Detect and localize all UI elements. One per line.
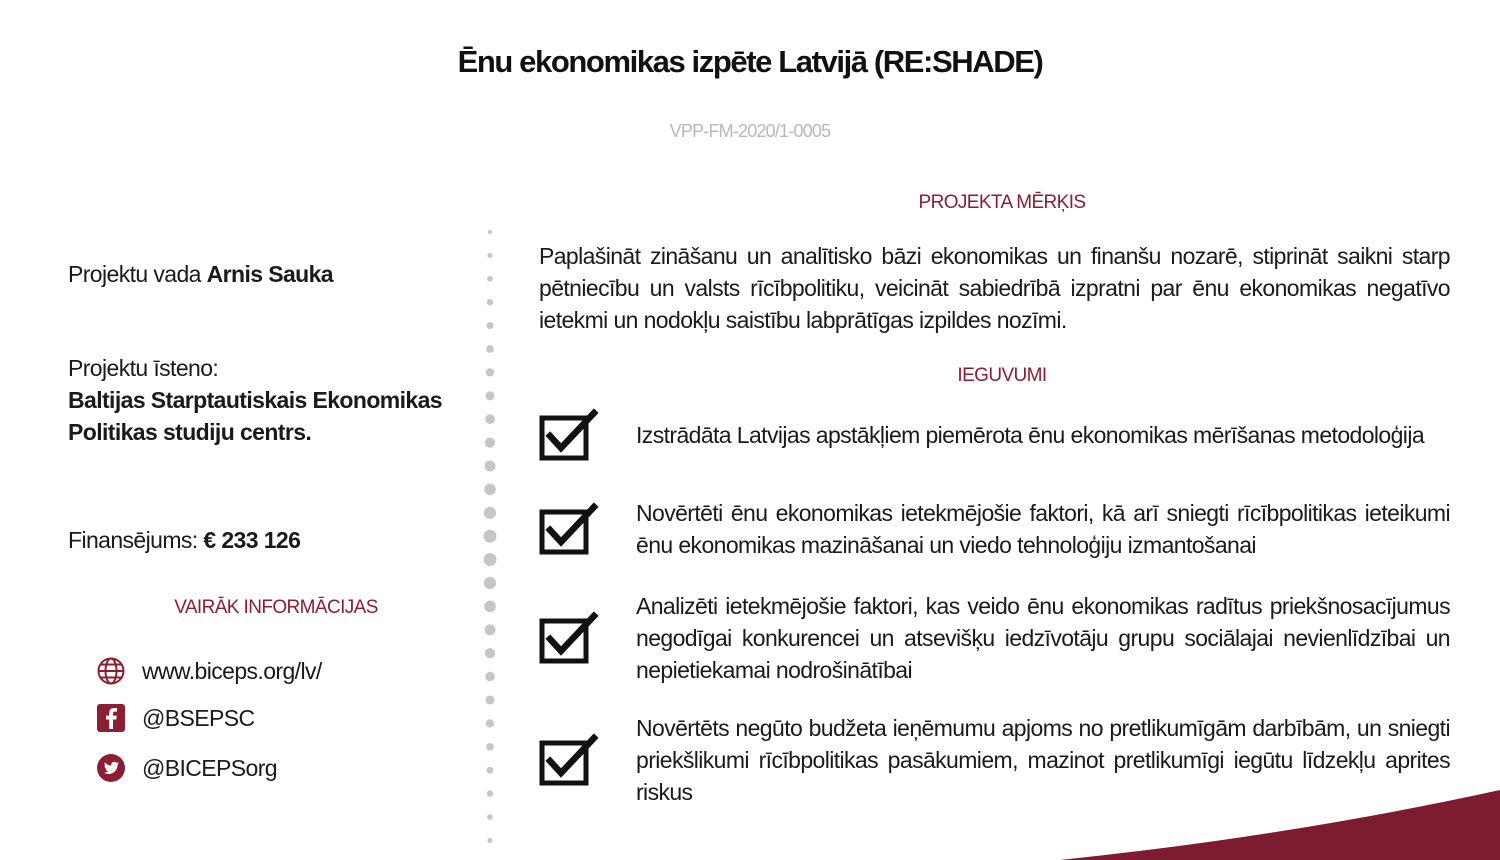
divider-dot	[485, 414, 495, 424]
goal-heading: PROJEKTA MĒRĶIS	[918, 192, 1086, 213]
project-lead	[68, 258, 333, 290]
facebook-handle[interactable]: @BSEPSC	[142, 704, 255, 731]
divider-dot	[484, 530, 497, 543]
facebook-icon	[96, 703, 126, 733]
benefit-item	[539, 497, 1450, 561]
divider-dot	[485, 672, 495, 682]
divider-dot	[487, 299, 493, 305]
checkbox-checked-icon	[539, 611, 599, 665]
divider-dot	[486, 719, 494, 727]
project-funding	[68, 524, 300, 556]
divider-dot	[485, 624, 496, 635]
goal-text: Paplašināt zināšanu un analītisko bāzi ekonomikas un finanšu nozarē, stiprināt saikni starp pētniecību un valsts rīcībpolitiku, veicināt sabiedrībā izpratni par ēnu ekonomikas negatīvo ietekmi un nodokļu saistību labprātīgas izpildes nozīmi.	[539, 243, 1450, 333]
dotted-divider	[483, 222, 497, 858]
funding-value: € 233 126	[203, 527, 301, 553]
twitter-icon	[96, 753, 126, 783]
implementer-name-line2: Politikas studiju centrs.	[68, 419, 312, 445]
project-lead-name: Arnis Sauka	[206, 261, 333, 287]
divider-dot	[486, 391, 495, 400]
divider-dot	[486, 696, 495, 705]
corner-decoration	[1060, 790, 1500, 860]
website-link[interactable]: www.biceps.org/lv/	[142, 657, 322, 684]
checkbox-checked-icon	[539, 502, 599, 556]
twitter-handle[interactable]: @BICEPSorg	[142, 754, 277, 781]
divider-dot	[486, 368, 494, 376]
divider-dot	[484, 553, 497, 566]
divider-dot	[488, 230, 492, 234]
benefits-heading: IEGUVUMI	[957, 365, 1047, 386]
project-implementer	[68, 352, 442, 448]
contact-facebook[interactable]	[96, 702, 254, 734]
divider-dot	[487, 838, 492, 843]
divider-dot	[486, 345, 494, 353]
divider-dot	[487, 767, 494, 774]
divider-dot	[484, 484, 496, 496]
divider-dot	[487, 814, 493, 820]
divider-dot	[485, 648, 495, 658]
divider-dot	[487, 253, 492, 258]
benefit-text: Novērtēti ēnu ekonomikas ietekmējošie faktori, kā arī sniegti rīcībpolitikas ieteikumi ēnu ekonomikas mazināšanai un viedo tehnoloģiju izmantošanai	[636, 500, 1450, 558]
contact-twitter[interactable]	[96, 752, 277, 784]
page-title: Ēnu ekonomikas izpēte Latvijā (RE:SHADE)	[457, 44, 1043, 79]
divider-dot	[487, 790, 493, 796]
divider-dot	[484, 577, 496, 589]
divider-dot	[486, 743, 494, 751]
implementer-label: Projektu īsteno:	[68, 355, 219, 381]
implementer-name-line1: Baltijas Starptautiskais Ekonomikas	[68, 387, 442, 413]
benefit-item	[539, 403, 1450, 467]
checkbox-checked-icon	[539, 408, 599, 462]
divider-dot	[487, 322, 494, 329]
benefit-text: Analizēti ietekmējošie faktori, kas veido ēnu ekonomikas radītus priekšnosacījumus negodīgai konkurencei un atsevišķu iedzīvotāju grupu sociālajai nevienlīdzībai un nepietiekamai nodrošinātībai	[636, 593, 1450, 683]
funding-label: Finansējums:	[68, 527, 204, 553]
contact-website[interactable]	[96, 655, 322, 687]
checkbox-checked-icon	[539, 733, 599, 787]
globe-icon	[96, 656, 126, 686]
divider-dot	[485, 437, 495, 447]
benefit-text: Izstrādāta Latvijas apstākļiem piemērota ēnu ekonomikas mērīšanas metodoloģija	[636, 422, 1425, 448]
project-lead-label: Projektu vada	[68, 261, 207, 287]
benefit-text: Novērtēts negūto budžeta ieņēmumu apjoms no pretlikumīgām darbībām, un sniegti priekšlikumi rīcībpolitikas pasākumiem, mazinot pretlikumīgi iegūtu līdzekļu aprites riskus	[636, 715, 1450, 805]
benefit-item	[539, 590, 1450, 686]
more-info-heading: VAIRĀK INFORMĀCIJAS	[174, 597, 378, 618]
divider-dot	[487, 276, 493, 282]
project-code: VPP-FM-2020/1-0005	[669, 121, 831, 141]
divider-dot	[484, 601, 496, 613]
divider-dot	[485, 461, 496, 472]
divider-dot	[484, 507, 496, 519]
